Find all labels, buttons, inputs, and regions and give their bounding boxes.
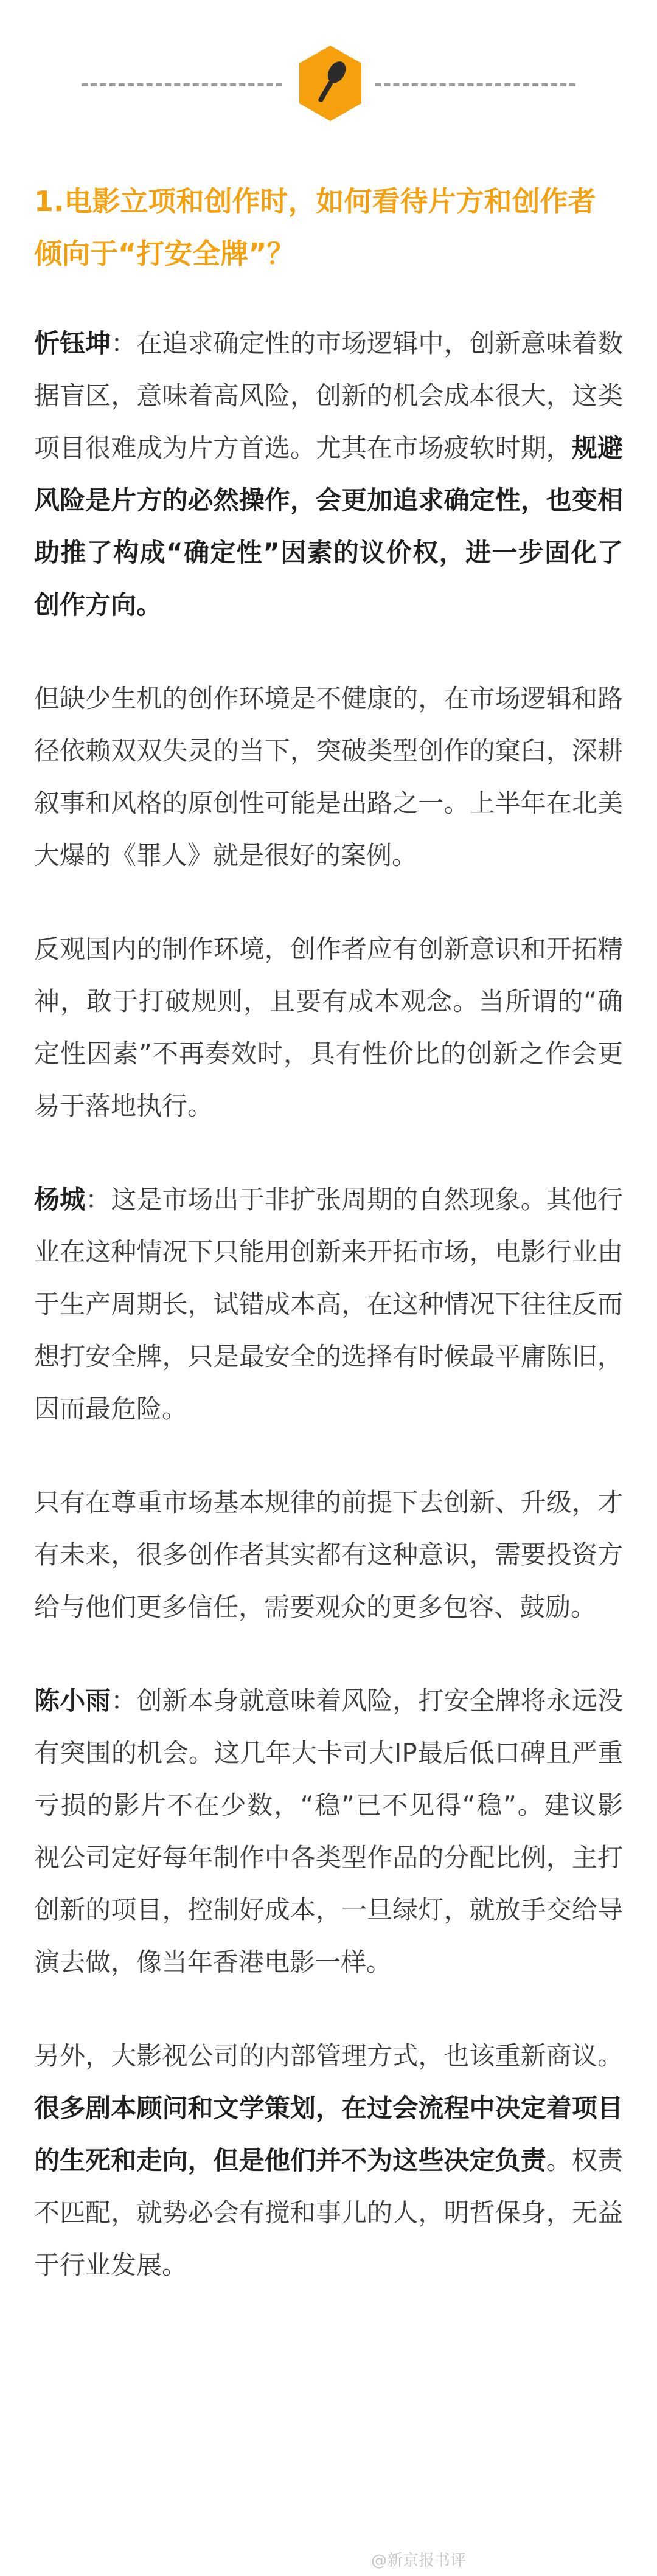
question-heading: 1.电影立项和创作时，如何看待片方和创作者倾向于“打安全牌”？ (34, 185, 596, 270)
paragraph-bold-text: 很多剧本顾问和文学策划，在过会流程中决定着项目的生死和走向，但是他们并不为这些决定负责 (34, 2093, 623, 2175)
paragraph-management (34, 2030, 623, 2291)
paragraph-text: 只有在尊重市场基本规律的前提下去创新、升级，才有未来，很多创作者其实都有这种意识，需要投资方给与他们更多信任，需要观众的更多包容、鼓励。 (34, 1487, 623, 1622)
microphone-icon (297, 44, 364, 123)
paragraph-bold-text: 规避风险是片方的必然操作，会更加追求确定性，也变相助推了构成“确定性”因素的议价权，进一步固化了创作方向。 (34, 433, 623, 620)
speaker-name: 陈小雨 (34, 1686, 111, 1716)
section-header (0, 44, 657, 123)
speaker-name: 忻钰坤 (34, 328, 111, 358)
dashed-divider-left (82, 83, 282, 86)
paragraph-text: 反观国内的制作环境，创作者应有创新意识和开拓精神，敢于打破规则，且要有成本观念。当所谓的“确定性因素”不再奏效时，具有性价比的创新之作会更易于落地执行。 (34, 934, 623, 1121)
paragraph-text: 另外，大影视公司的内部管理方式，也该重新商议。 (34, 2041, 623, 2071)
paragraph-text: ：创新本身就意味着风险，打安全牌将永远没有突围的机会。这几年大卡司大IP最后低口碑且严重亏损的影片不在少数，“稳”已不见得“稳”。建议影视公司定好每年制作中各类型作品的分配比例，主打创新的项目，控制好成本，一旦绿灯，就放手交给导演去做，像当年香港电影一样。 (34, 1686, 623, 1977)
article-body (34, 175, 623, 2333)
paragraph-text: ：在追求确定性的市场逻辑中，创新意味着数据盲区，意味着高风险，创新的机会成本很大，这类项目很难成为片方首选。尤其在市场疲软时期， (34, 328, 623, 463)
paragraph-yang (34, 1174, 623, 1435)
paragraph-text: 。权责不匹配，就势必会有搅和事儿的人，明哲保身，无益于行业发展。 (34, 2145, 623, 2280)
paragraph-text: ：这是市场出于非扩张周期的自然现象。其他行业在这种情况下只能用创新来开拓市场，电影行业由于生产周期长，试错成本高，在这种情况下往往反而想打安全牌，只是最安全的选择有时候最平庸陈旧，因而最危险。 (34, 1185, 623, 1424)
watermark: @新京报书评 (371, 2552, 467, 2570)
paragraph-chen (34, 1675, 623, 1989)
paragraph-text: 但缺少生机的创作环境是不健康的，在市场逻辑和路径依赖双双失灵的当下，突破类型创作的窠臼，深耕叙事和风格的原创性可能是出路之一。上半年在北美大爆的《罪人》就是很好的案例。 (34, 684, 623, 870)
paragraph-xin (34, 317, 623, 631)
speaker-name: 杨城 (34, 1185, 86, 1214)
dashed-divider-right (375, 83, 575, 86)
